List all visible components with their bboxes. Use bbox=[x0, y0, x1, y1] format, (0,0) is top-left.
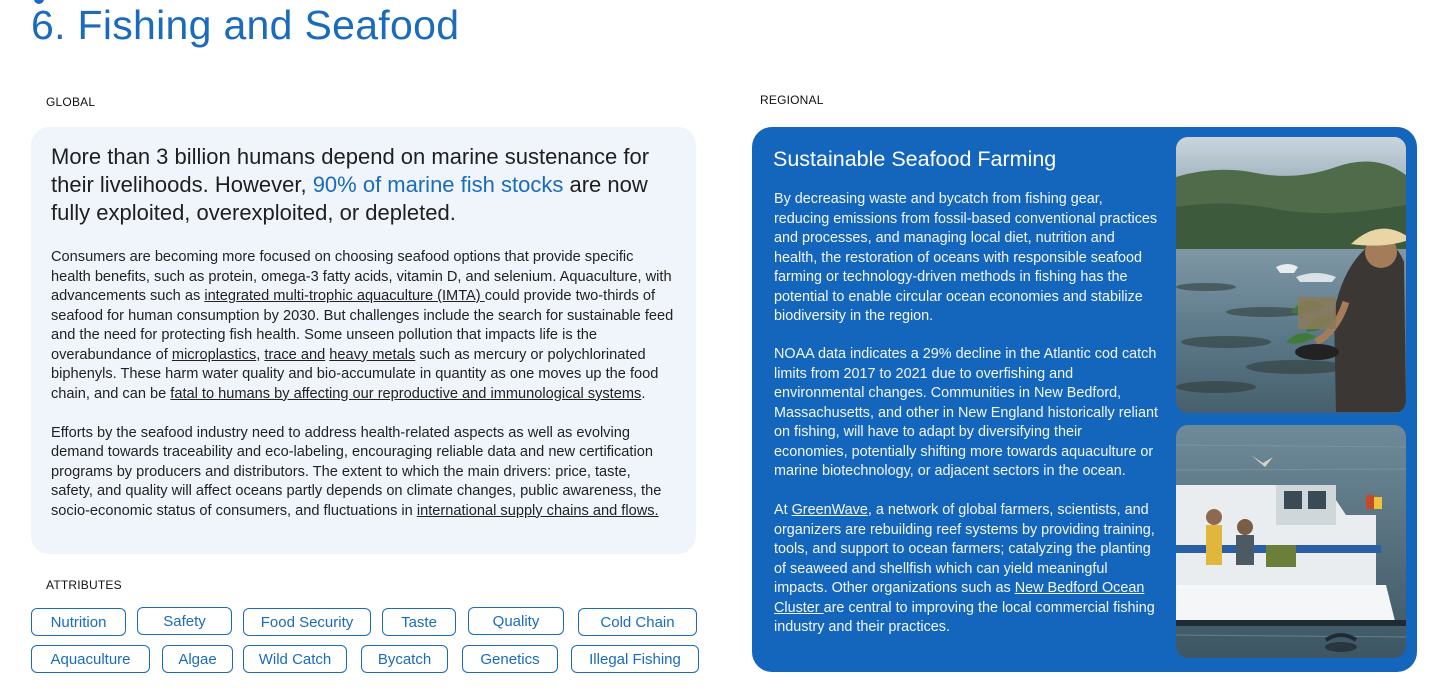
global-section-label: GLOBAL bbox=[46, 95, 96, 109]
regional-section-label: REGIONAL bbox=[760, 93, 824, 107]
attribute-tag-nutrition[interactable]: Nutrition bbox=[31, 608, 126, 636]
headline-accent-stat: 90% of marine fish stocks bbox=[312, 172, 564, 197]
imta-link[interactable]: integrated multi-trophic aquaculture (IMTA) bbox=[204, 288, 485, 304]
p3-text-c: are central to improving the local commercial fishing industry and their practices. bbox=[774, 599, 1155, 635]
p1-text-e: such as mercury or polychlorinated biphenyls. These harm water quality and bio-accumulate in quantity as one moves up the food chain, and can be bbox=[51, 346, 659, 402]
attribute-tag-taste[interactable]: Taste bbox=[382, 608, 456, 636]
trace-link[interactable]: trace and bbox=[264, 346, 326, 363]
attribute-tag-cold-chain[interactable]: Cold Chain bbox=[578, 608, 697, 636]
regional-paragraph-3 bbox=[774, 501, 1159, 638]
regional-title: Sustainable Seafood Farming bbox=[773, 147, 1057, 171]
p1-text-f: . bbox=[641, 385, 646, 402]
global-paragraph-2 bbox=[51, 424, 676, 522]
microplastics-link[interactable]: microplastics bbox=[171, 346, 257, 363]
regional-paragraph-2: NOAA data indicates a 29% decline in the Atlantic cod catch limits from 2017 to 2021 due to overfishing and environmental changes. Communities in New Bedford, Massachusetts, and other in New England historically reliant on fishing, will have to adapt by diversifying their economies, potentially shifting more towards aquaculture or marine biotechnology, or adjacent sectors in the ocean. bbox=[774, 346, 1158, 479]
attribute-tag-genetics[interactable]: Genetics bbox=[462, 645, 558, 673]
attribute-tag-illegal-fishing[interactable]: Illegal Fishing bbox=[571, 645, 699, 673]
regional-paragraph-1: By decreasing waste and bycatch from fishing gear, reducing emissions from fossil-based conventional practices and processes, and managing local diet, nutrition and health, the restoration of oceans with responsible seafood farming or technology-driven methods in fishing has the potential to enable circular ocean economies and stabilize biodiversity in the region. bbox=[774, 191, 1158, 324]
seaweed-farmer-photo bbox=[1176, 137, 1406, 413]
p1-text-b: could provide two-thirds of seafood for human consumption by 2030. But challenges include the search for sustainable feed and the need for protecting fish health. Some unseen pollution that impacts life is the overabundance of bbox=[51, 288, 674, 363]
global-paragraph-1 bbox=[51, 248, 676, 404]
page-title: 6. Fishing and Seafood bbox=[31, 2, 460, 48]
p3-text-a: At bbox=[774, 502, 792, 518]
attribute-tag-food-security[interactable]: Food Security bbox=[243, 608, 371, 636]
attribute-tag-wild-catch[interactable]: Wild Catch bbox=[243, 645, 347, 673]
attribute-tag-safety[interactable]: Safety bbox=[137, 607, 232, 635]
heavy-metals-link[interactable]: heavy metals bbox=[329, 346, 416, 363]
headline-text-1: More than 3 billion humans depend on marine sustenance for their livelihoods. However, bbox=[51, 144, 650, 197]
p2-text-a: Efforts by the seafood industry need to address health-related aspects as well as evolving demand towards traceability and eco-labeling, encouraging reliable data and new certification programs by producers and distributors. The extent to which the main drivers: price, taste, safety, and quality will affect oceans partly depends on climate changes, public awareness, the socio-economic status of consumers, and fluctuations in bbox=[51, 424, 662, 519]
attribute-tag-algae[interactable]: Algae bbox=[162, 645, 233, 673]
attribute-tag-aquaculture[interactable]: Aquaculture bbox=[31, 645, 150, 673]
attributes-section-label: ATTRIBUTES bbox=[46, 578, 122, 592]
fishing-boat-photo bbox=[1176, 425, 1406, 658]
p1-text-c: , bbox=[256, 346, 265, 363]
attribute-tag-quality[interactable]: Quality bbox=[468, 607, 564, 635]
attribute-tag-bycatch[interactable]: Bycatch bbox=[361, 645, 448, 673]
p1-text-a: Consumers are becoming more focused on choosing seafood options that provide specific health benefits, such as protein, omega-3 fatty acids, vitamin D, and selenium. Aquaculture, with advancements such as bbox=[51, 249, 672, 304]
headline-text-2: are now fully exploited, overexploited, or depleted. bbox=[51, 172, 648, 225]
greenwave-link[interactable]: GreenWave bbox=[791, 502, 868, 518]
regional-card bbox=[752, 127, 1417, 672]
new-bedford-ocean-cluster-link[interactable]: New Bedford Ocean Cluster bbox=[774, 580, 1145, 616]
global-card bbox=[31, 127, 696, 554]
global-headline bbox=[51, 143, 661, 227]
fatal-to-humans-link[interactable]: fatal to humans by affecting our reproductive and immunological systems bbox=[170, 385, 642, 402]
supply-chains-link[interactable]: international supply chains and flows. bbox=[416, 502, 659, 519]
p3-text-b: , a network of global farmers, scientists, and organizers are rebuilding reef systems by providing training, tools, and support to ocean farmers; catalyzing the planting of seaweed and shellfish which can yield meaningful impacts. Other organizations such as bbox=[774, 502, 1155, 596]
